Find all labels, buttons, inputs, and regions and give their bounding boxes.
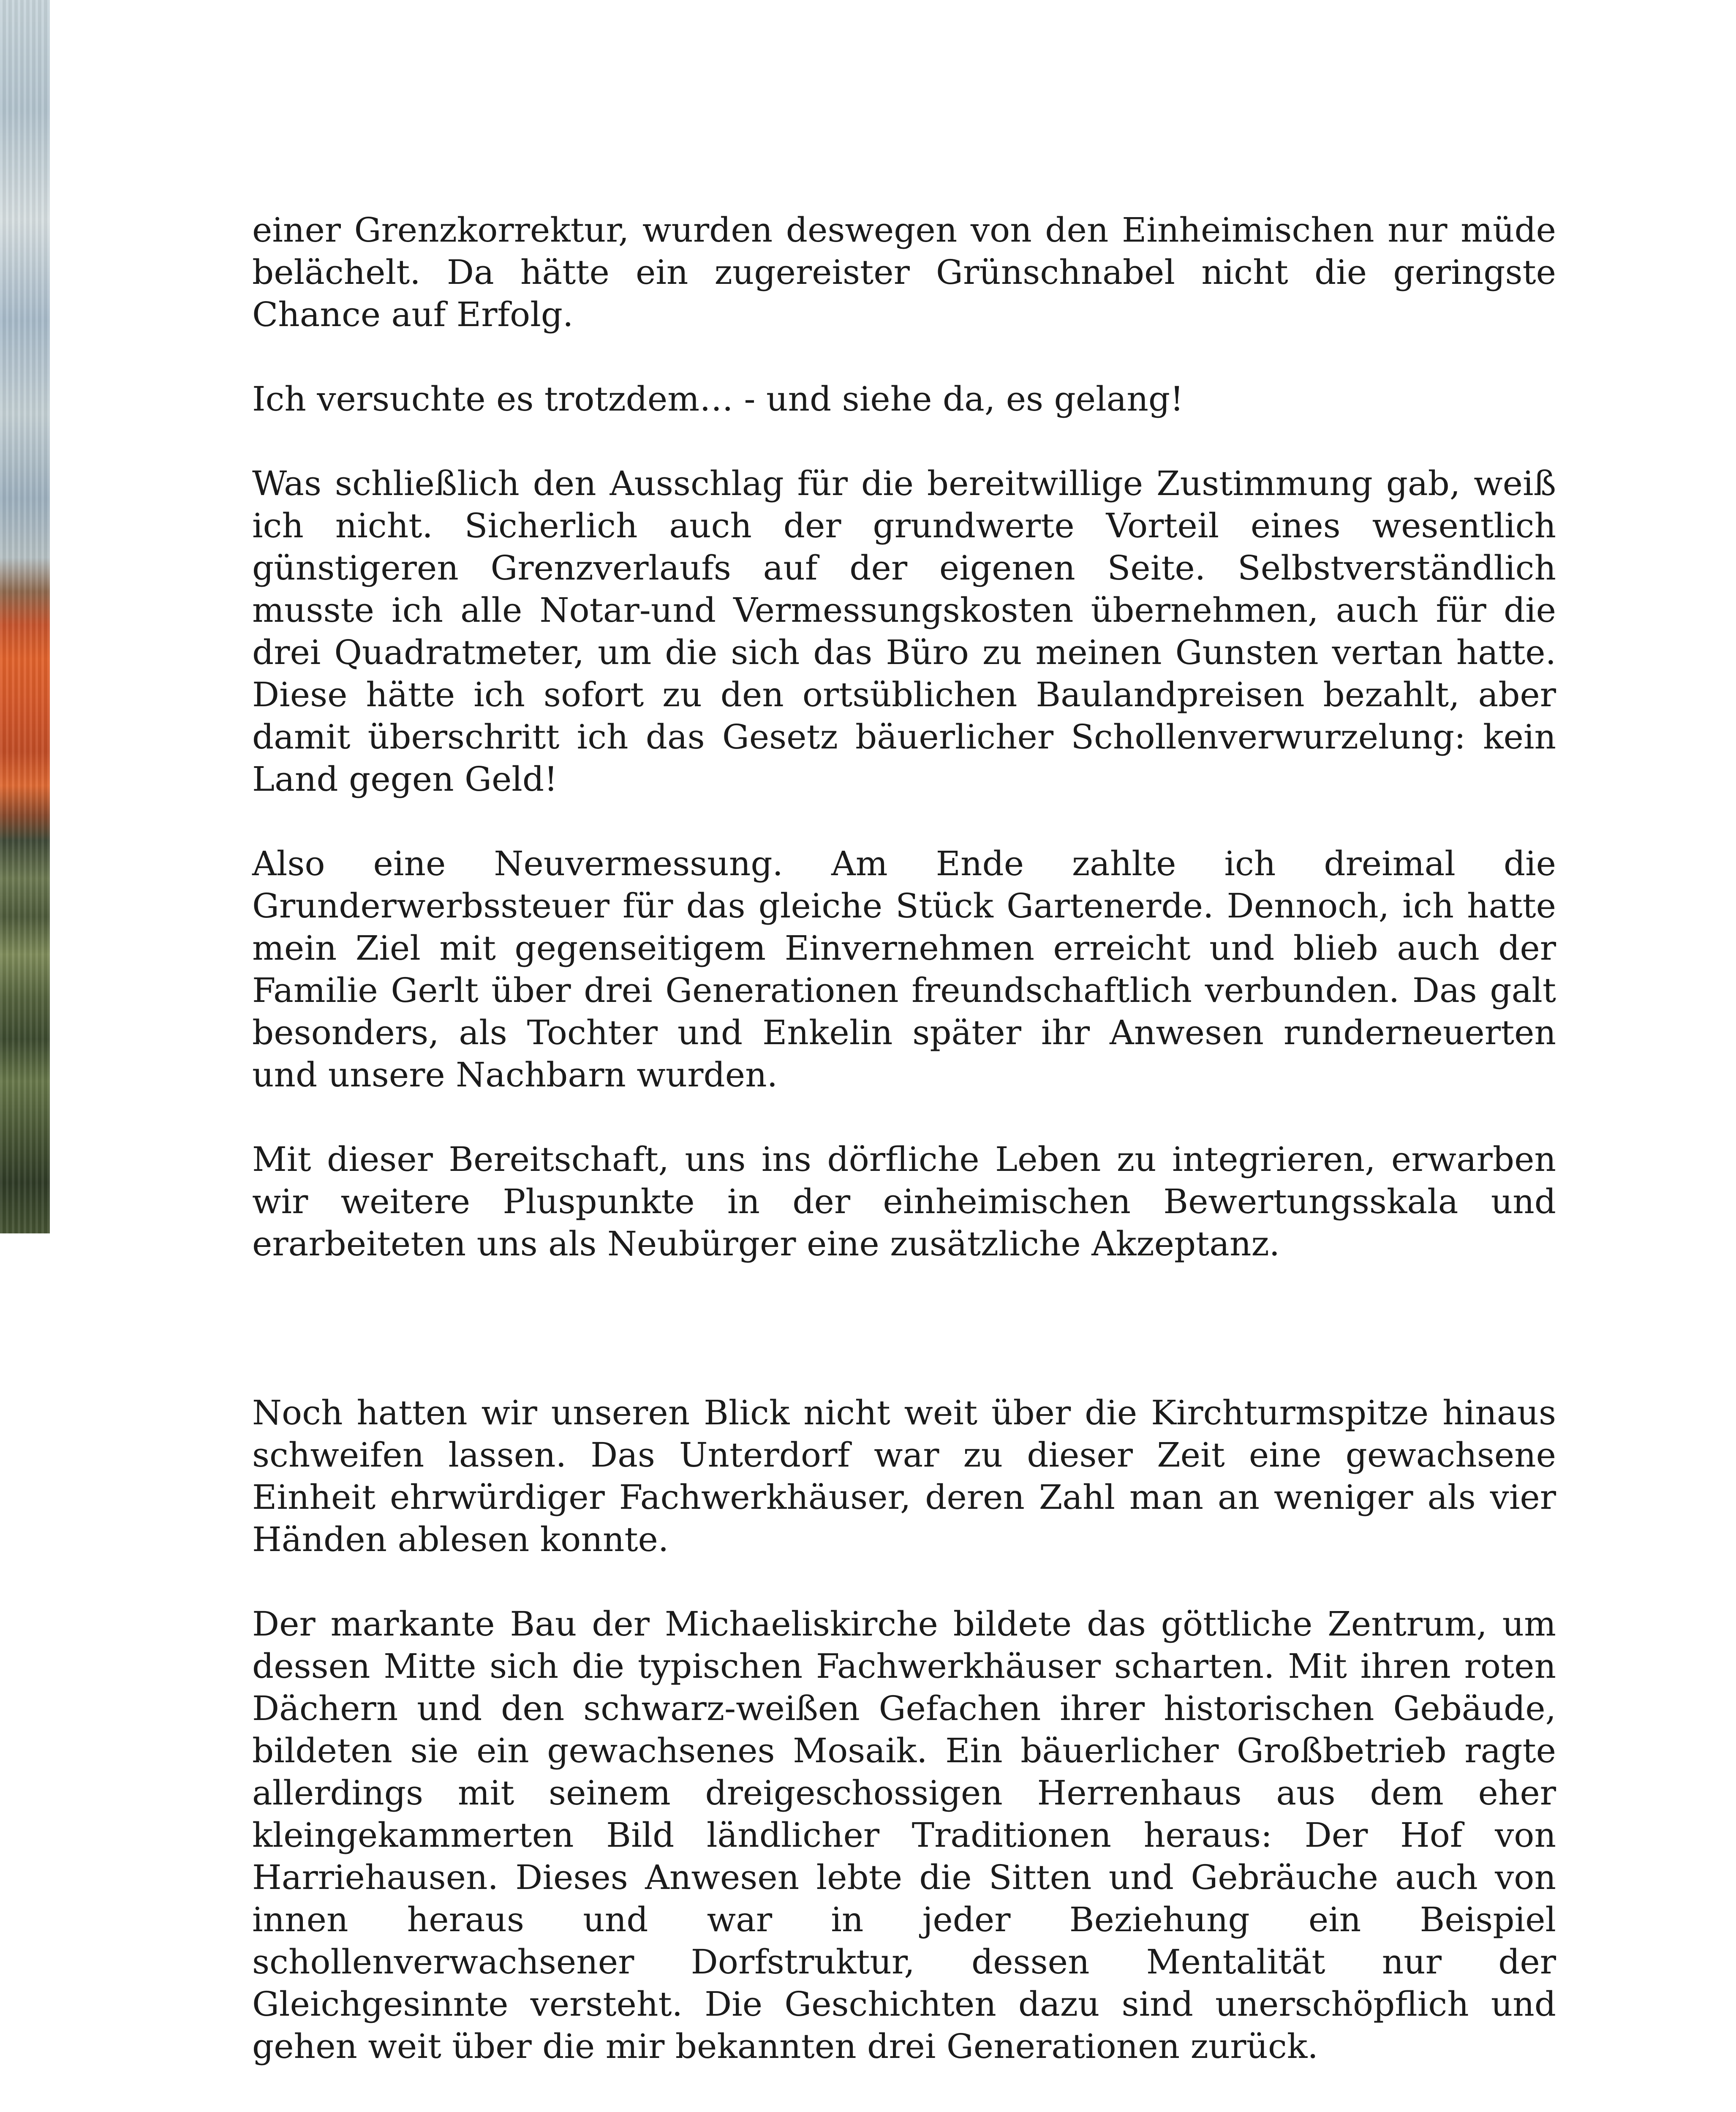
paragraph-5: Mit dieser Bereitschaft, uns ins dörfliche Leben zu integrieren, erwarben wir weitere Pluspunkte in der einheimischen Bewertungsskala und erarbeiteten uns als Neubürger eine zusätzliche Akzeptanz.: [252, 1140, 1556, 1263]
paragraph-4: Also eine Neuvermessung. Am Ende zahlte ich dreimal die Grunderwerbssteuer für das gleiche Stück Gartenerde. Dennoch, ich hatte mein Ziel mit gegenseitigem Einvernehmen erreicht und blieb auch der Familie Gerlt über drei Generationen freundschaftlich verbunden. Das galt besonders, als Tochter und Enkelin später ihr Anwesen runderneuerten und unsere Nachbarn wurden.: [252, 844, 1556, 1094]
paragraph-7: Der markante Bau der Michaeliskirche bildete das göttliche Zentrum, um dessen Mitte sich die typischen Fachwerkhäuser scharten. Mit ihren roten Dächern und den schwarz-weißen Gefachen ihrer historischen Gebäude, bildeten sie ein gewachsenes Mosaik. Ein bäuerlicher Großbetrieb ragte allerdings mit seinem dreigeschossigen Herrenhaus aus dem eher kleingekammerten Bild ländlicher Traditionen heraus: Der Hof von Harriehausen. Dieses Anwesen lebte die Sitten und Gebräuche auch von innen heraus und war in jeder Beziehung ein Beispiel schollenverwachsener Dorfstruktur, dessen Mentalität nur der Gleichgesinnte versteht. Die Geschichten dazu sind unerschöpflich und gehen weit über die mir bekannten drei Generationen zurück.: [252, 1604, 1556, 2066]
paragraph-6: Noch hatten wir unseren Blick nicht weit über die Kirchturmspitze hinaus schweifen lassen. Das Unterdorf war zu dieser Zeit eine gewachsene Einheit ehrwürdiger Fachwerkhäuser, deren Zahl man an weniger als vier Händen ablesen konnte.: [252, 1393, 1556, 1559]
paragraph-2: Ich versuchte es trotzdem… - und siehe da, es gelang!: [252, 379, 1184, 419]
painting-image-strip: [0, 0, 50, 1233]
body-text: [252, 209, 1556, 2110]
paragraph-3: Was schließlich den Ausschlag für die bereitwillige Zustimmung gab, weiß ich nicht. Sicherlich auch der grundwerte Vorteil eines wesentlich günstigeren Grenzverlaufs auf der eigenen Seite. Selbstverständlich musste ich alle Notar-und Vermessungskosten übernehmen, auch für die drei Quadratmeter, um die sich das Büro zu meinen Gunsten vertan hatte. Diese hätte ich sofort zu den ortsüblichen Baulandpreisen bezahlt, aber damit überschritt ich das Gesetz bäuerlicher Schollenverwurzelung: kein Land gegen Geld!: [252, 464, 1556, 799]
paragraph-1: einer Grenzkorrektur, wurden deswegen von den Einheimischen nur müde belächelt. Da hätte ein zugereister Grünschnabel nicht die geringste Chance auf Erfolg.: [252, 210, 1556, 334]
